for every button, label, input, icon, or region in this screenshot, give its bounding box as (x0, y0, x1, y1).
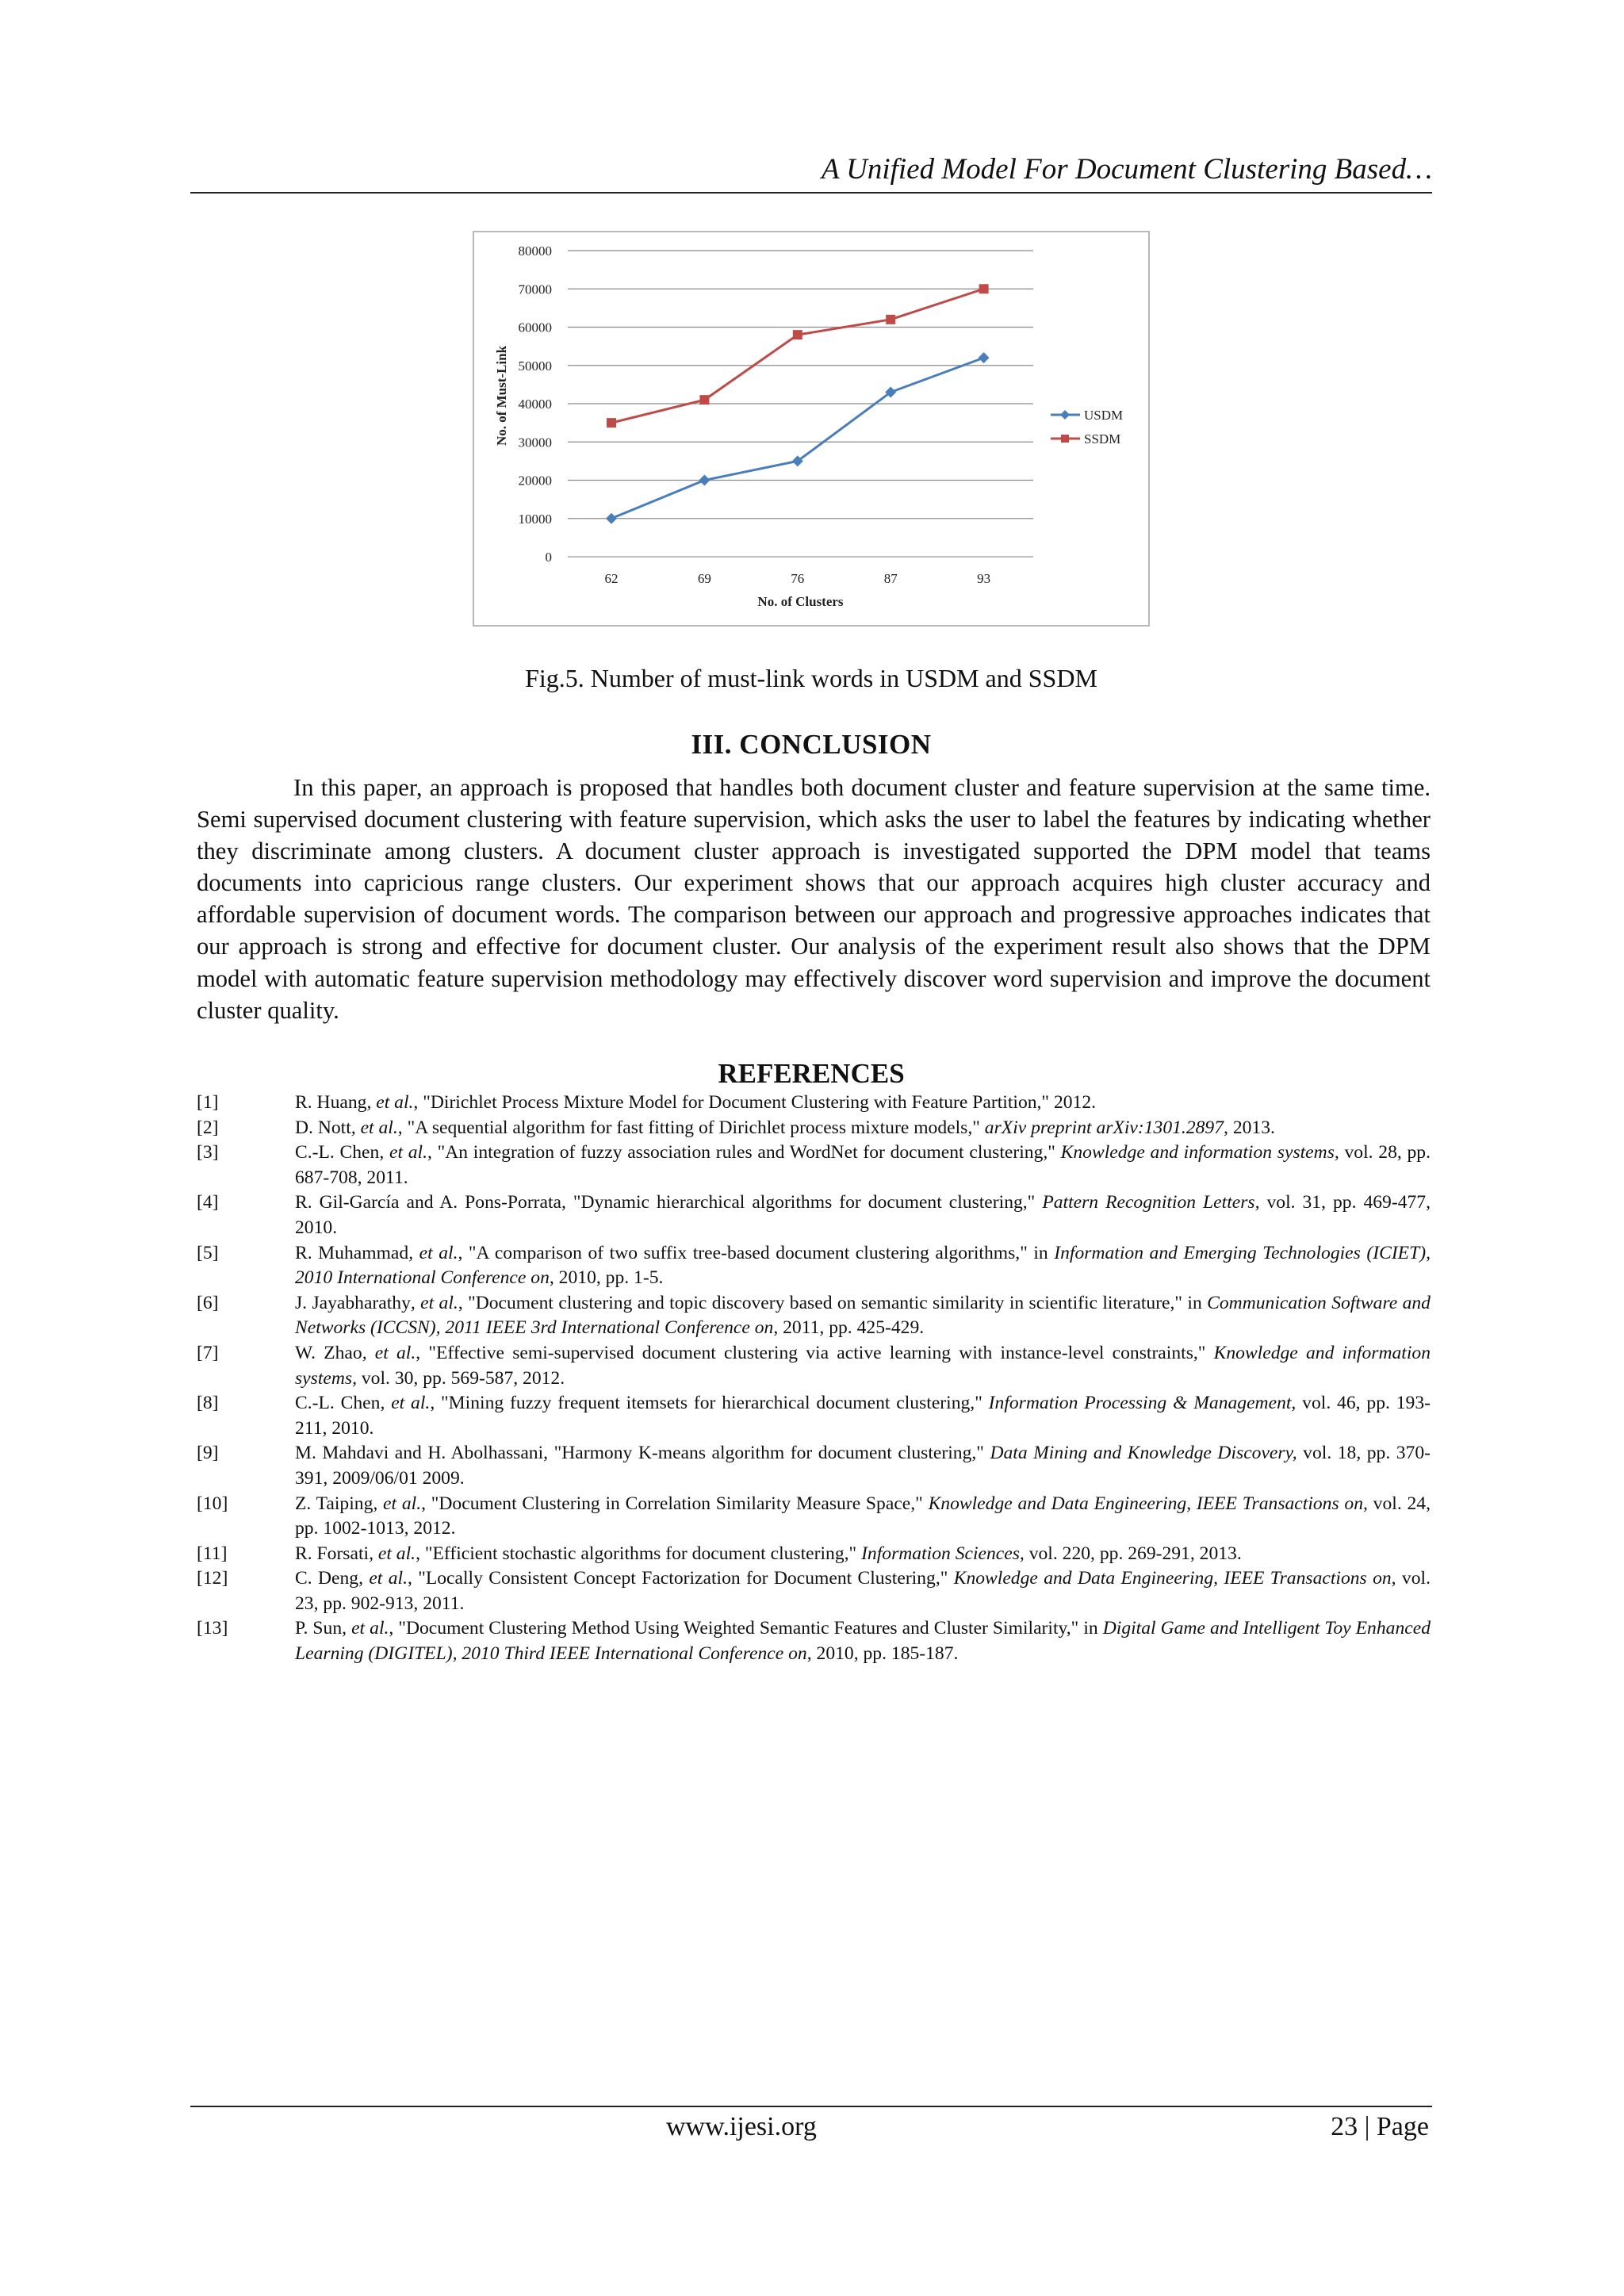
legend-label-ssdm: SSDM (1084, 431, 1121, 447)
reference-item (197, 1291, 1431, 1341)
reference-number: [2] (197, 1117, 219, 1138)
reference-part: , "Dirichlet Process Mixture Model for Document Clustering with Feature Partition," 2012. (413, 1092, 1097, 1113)
running-title: A Unified Model For Document Clustering Based… (821, 153, 1432, 186)
reference-text (295, 1190, 1431, 1240)
line-chart (474, 232, 1148, 625)
data-point-usdm (606, 513, 617, 524)
series-line-ssdm (611, 289, 984, 423)
reference-part: , "Efficient stochastic algorithms for document clustering," (416, 1543, 862, 1564)
reference-text (295, 1566, 1431, 1616)
data-point-usdm (699, 475, 710, 486)
reference-part: vol. 23, pp. 902-913, 2011. (295, 1568, 1431, 1614)
reference-text (295, 1091, 1431, 1116)
y-tick-label: 10000 (518, 511, 552, 527)
data-point-ssdm (886, 315, 895, 324)
reference-italic-part: Information Sciences, (861, 1543, 1025, 1564)
reference-part: J. Jayabharathy (295, 1292, 411, 1313)
reference-part: D. Nott (295, 1117, 351, 1138)
reference-italic-part: Knowledge and information systems, (295, 1342, 1431, 1389)
reference-text (295, 1542, 1431, 1567)
reference-text (295, 1116, 1431, 1141)
reference-number: [7] (197, 1342, 219, 1363)
y-axis-title: No. of Must-Link (494, 345, 509, 447)
reference-item (197, 1391, 1431, 1441)
reference-item (197, 1091, 1431, 1116)
reference-part: , "Document clustering and topic discovery based on semantic similarity in scientific literature," in (458, 1292, 1208, 1313)
reference-item (197, 1341, 1431, 1391)
reference-text (295, 1492, 1431, 1542)
reference-part: P. Sun (295, 1618, 343, 1639)
y-tick-label: 40000 (518, 397, 552, 412)
reference-number: [4] (197, 1192, 219, 1213)
reference-item (197, 1542, 1431, 1567)
header-rule (190, 192, 1432, 194)
reference-number: [6] (197, 1292, 219, 1313)
reference-number: [9] (197, 1443, 219, 1464)
reference-item (197, 1241, 1431, 1291)
reference-italic-part: , et al. (342, 1618, 389, 1639)
reference-italic-part: , et al. (369, 1543, 416, 1564)
reference-part: , "Mining fuzzy frequent itemsets for hierarchical document clustering," (430, 1393, 989, 1414)
reference-part: vol. 30, pp. 569-587, 2012. (356, 1367, 565, 1389)
data-point-usdm (979, 352, 990, 363)
figure-chart (473, 231, 1150, 627)
x-axis-title: No. of Clusters (757, 594, 844, 609)
reference-number: [11] (197, 1543, 228, 1564)
reference-text (295, 1291, 1431, 1341)
reference-part: R. Gil-García and A. Pons-Porrata, "Dynamic hierarchical algorithms for document clustering," (295, 1192, 1043, 1213)
reference-part: R. Muhammad (295, 1242, 409, 1263)
reference-part: , "A comparison of two suffix tree-based document clustering algorithms," in (458, 1242, 1055, 1263)
x-tick-label: 76 (791, 571, 805, 586)
reference-part: vol. 46, pp. 193-211, 2010. (295, 1393, 1431, 1439)
footer-rule (190, 2106, 1432, 2107)
reference-number: [5] (197, 1242, 219, 1263)
reference-italic-part: arXiv preprint arXiv:1301.2897, (984, 1117, 1228, 1138)
reference-italic-part: , et al. (350, 1117, 398, 1138)
reference-italic-part: , et al. (380, 1393, 431, 1414)
reference-number: [3] (197, 1142, 219, 1163)
y-tick-label: 0 (545, 550, 552, 565)
reference-text (295, 1241, 1431, 1291)
y-tick-label: 70000 (518, 282, 552, 297)
reference-italic-part: , et al. (410, 1292, 458, 1313)
y-tick-label: 60000 (518, 320, 552, 335)
reference-italic-part: Pattern Recognition Letters, (1042, 1192, 1260, 1213)
data-point-ssdm (607, 418, 616, 427)
reference-text (295, 1391, 1431, 1441)
conclusion-paragraph: In this paper, an approach is proposed that handles both document cluster and feature supervision at the same time. Semi supervised document clustering with feature supervision, which asks the user to label the features by indicating whether they discriminate among clusters. A document cluster approach is investigated supported the DPM model that teams documents into capricious range clusters. Our experiment shows that our approach acquires high cluster accuracy and affordable supervision of document words. The comparison between our approach and progressive approaches indicates that our approach is strong and effective for document cluster. Our analysis of the experiment result also shows that the DPM model with automatic feature supervision methodology may effectively discover word supervision and improve the document cluster quality. (197, 774, 1431, 1024)
data-point-ssdm (699, 395, 709, 404)
reference-part: vol. 31, pp. 469-477, 2010. (295, 1192, 1431, 1238)
reference-part: , "An integration of fuzzy association rules and WordNet for document clustering," (427, 1142, 1061, 1163)
reference-item (197, 1441, 1431, 1491)
references-title: REFERENCES (718, 1058, 905, 1089)
reference-part: , 2010, pp. 185-187. (806, 1643, 959, 1665)
figure-caption: Fig.5. Number of must-link words in USDM and SSDM (525, 664, 1097, 692)
reference-part: , "Document Clustering Method Using Weighted Semantic Features and Cluster Similarity," in (389, 1618, 1103, 1639)
x-tick-label: 93 (977, 571, 991, 586)
data-point-ssdm (979, 284, 989, 293)
reference-part: M. Mahdavi and H. Abolhassani, "Harmony K-means algorithm for document clustering," (295, 1443, 990, 1464)
reference-italic-part: Knowledge and information systems, (1060, 1142, 1339, 1163)
reference-part: vol. 28, pp. 687-708, 2011. (295, 1142, 1431, 1188)
reference-italic-part: Knowledge and Data Engineering, IEEE Transactions on, (953, 1568, 1396, 1589)
section-title: III. CONCLUSION (691, 729, 932, 760)
reference-part: Z. Taiping (295, 1493, 373, 1514)
legend-marker-ssdm (1061, 435, 1069, 443)
reference-number: [1] (197, 1092, 219, 1113)
reference-part: C. Deng (295, 1568, 359, 1589)
reference-italic-part: , et al. (362, 1342, 416, 1363)
reference-part: vol. 18, pp. 370-391, 2009/06/01 2009. (295, 1443, 1431, 1489)
reference-italic-part: , et al. (408, 1242, 458, 1263)
reference-part: , 2010, pp. 1-5. (549, 1267, 664, 1289)
reference-number: [13] (197, 1618, 228, 1639)
x-tick-label: 62 (604, 571, 619, 586)
reference-italic-part: , et al. (358, 1568, 408, 1589)
reference-part: 2013. (1228, 1117, 1275, 1138)
reference-italic-part: Information and Emerging Technologies (ICIET), 2010 International Conference on (295, 1242, 1431, 1289)
reference-part: , "Document Clustering in Correlation Similarity Measure Space," (421, 1493, 929, 1514)
reference-italic-part: , et al. (366, 1092, 414, 1113)
reference-list (197, 1091, 1431, 1667)
y-tick-label: 20000 (518, 473, 552, 489)
reference-italic-part: Data Mining and Knowledge Discovery, (990, 1443, 1297, 1464)
reference-italic-part: , et al. (379, 1142, 427, 1163)
reference-item (197, 1566, 1431, 1616)
y-tick-label: 50000 (518, 358, 552, 374)
reference-text (295, 1441, 1431, 1491)
reference-part: , "A sequential algorithm for fast fitting of Dirichlet process mixture models," (397, 1117, 985, 1138)
reference-item (197, 1116, 1431, 1141)
reference-part: R. Forsati (295, 1543, 370, 1564)
reference-part: vol. 24, pp. 1002-1013, 2012. (295, 1493, 1431, 1539)
reference-text (295, 1616, 1431, 1666)
reference-item (197, 1492, 1431, 1542)
data-point-ssdm (793, 330, 802, 339)
reference-part: C.-L. Chen (295, 1142, 380, 1163)
reference-item (197, 1190, 1431, 1240)
reference-italic-part: Digital Game and Intelligent Toy Enhanced Learning (DIGITEL), 2010 Third IEEE International Conference on (295, 1618, 1431, 1665)
x-tick-label: 69 (697, 571, 711, 586)
reference-italic-part: Communication Software and Networks (ICCSN), 2011 IEEE 3rd International Conference on (295, 1292, 1431, 1339)
legend-marker-usdm (1060, 410, 1070, 420)
reference-number: [8] (197, 1393, 219, 1414)
reference-text (295, 1341, 1431, 1391)
x-tick-label: 87 (883, 571, 898, 586)
reference-part: W. Zhao (295, 1342, 362, 1363)
legend-label-usdm: USDM (1084, 408, 1124, 423)
reference-part: vol. 220, pp. 269-291, 2013. (1024, 1543, 1242, 1564)
reference-part: R. Huang (295, 1092, 367, 1113)
reference-text (295, 1140, 1431, 1190)
reference-part: C.-L. Chen (295, 1393, 381, 1414)
reference-italic-part: Knowledge and Data Engineering, IEEE Transactions on, (928, 1493, 1368, 1514)
footer-page-number: 23 | Page (1331, 2112, 1429, 2141)
reference-item (197, 1616, 1431, 1666)
reference-part: , "Effective semi-supervised document clustering via active learning with instance-level constraints," (416, 1342, 1214, 1363)
reference-part: , 2011, pp. 425-429. (773, 1317, 925, 1339)
y-tick-label: 80000 (518, 243, 552, 259)
reference-italic-part: , et al. (373, 1493, 422, 1514)
reference-italic-part: Information Processing & Management, (988, 1393, 1297, 1414)
reference-number: [10] (197, 1493, 228, 1514)
y-tick-label: 30000 (518, 435, 552, 450)
series-line-usdm (611, 358, 984, 519)
reference-number: [12] (197, 1568, 228, 1589)
footer-url[interactable]: www.ijesi.org (666, 2112, 817, 2141)
reference-part: , "Locally Consistent Concept Factorization for Document Clustering," (407, 1568, 954, 1589)
reference-item (197, 1140, 1431, 1190)
